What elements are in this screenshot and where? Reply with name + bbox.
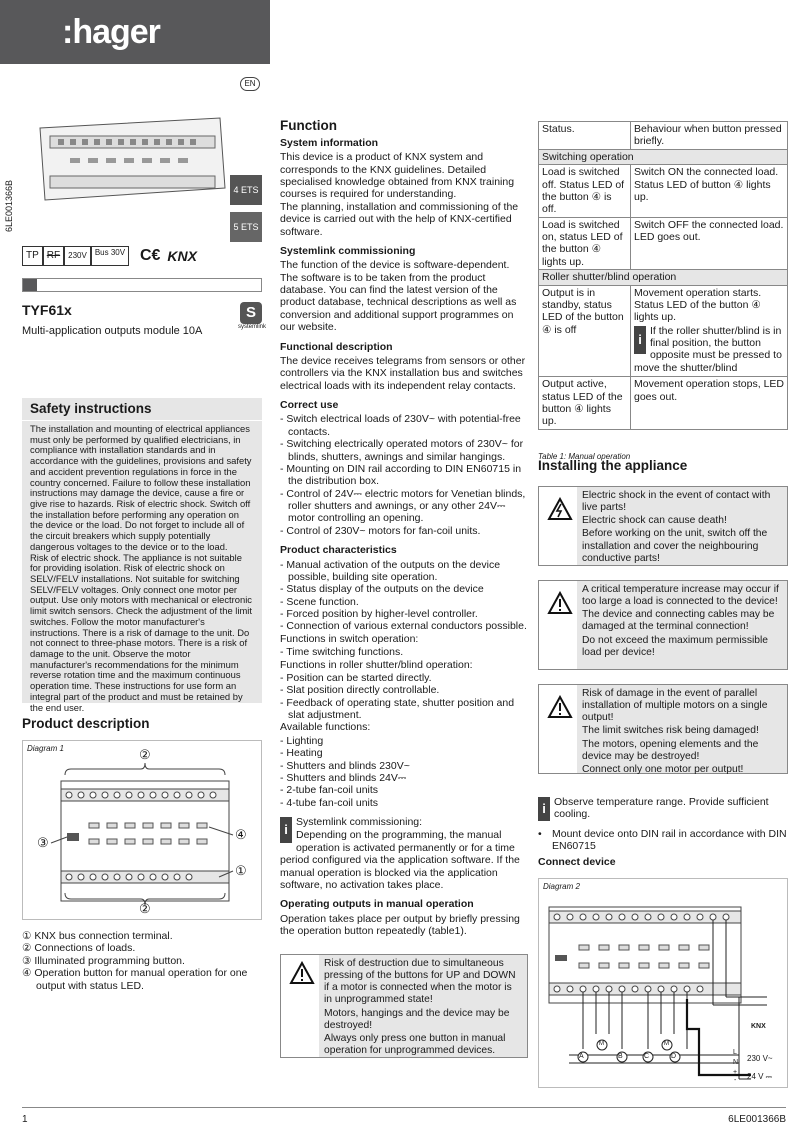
table-cell: Output is in standby, status LED of the button ④ is off: [539, 285, 631, 377]
pd-item: ③ Illuminated programming button.: [22, 954, 185, 967]
table-row: [539, 285, 788, 377]
warning-electric-shock: [538, 486, 788, 566]
info-text: Depending on the programming, the manual operation is activated permanently or for a time period configured via the application software. If the manual operation is blocked via the application software, no activation takes place.: [280, 829, 520, 891]
language-badge: EN: [240, 77, 260, 91]
knx-bus-label: KNX: [751, 1023, 766, 1030]
list-item: - Connection of various external conductors possible.: [280, 620, 527, 633]
warning-triangle-icon: [289, 961, 315, 985]
terminal-label-a: A: [579, 1053, 584, 1060]
product-description-title: Product description: [22, 716, 150, 731]
table-cell-info: If the roller shutter/blind is in final position, the button opposite must be pressed to move the shutter/blind: [634, 324, 782, 374]
ce-mark-icon: C€: [139, 246, 161, 264]
warning-text: [319, 955, 527, 1057]
product-name: TYF61x: [22, 302, 72, 318]
warning-line: The motors, opening elements and the device may be destroyed!: [582, 738, 759, 762]
roller-op-list: [280, 672, 528, 722]
warning-manual-op: [280, 954, 528, 1058]
line-label-l: L: [733, 1049, 737, 1056]
callout-2-bottom: ②: [139, 901, 151, 916]
switch-op-label: Functions in switch operation:: [280, 632, 419, 645]
temperature-info: [538, 796, 788, 822]
footer-doc-ref: 6LE001366B: [728, 1114, 786, 1125]
product-subtitle: Multi-application outputs module 10A: [22, 324, 203, 337]
voltage-230-label: 230 V~: [747, 1054, 773, 1063]
warning-line: Electric shock can cause death!: [582, 515, 727, 527]
manual-op-title: Operating outputs in manual operation: [280, 898, 474, 911]
page-number: 1: [22, 1114, 28, 1125]
roller-op-label: Functions in roller shutter/blind operation:: [280, 658, 473, 671]
pd-item: ② Connections of loads.: [22, 942, 136, 955]
warning-line: Motors, hangings and the device may be destroyed!: [324, 1007, 510, 1031]
warning-line: Always only press one button in manual operation for unprogrammed devices.: [324, 1032, 506, 1056]
warning-parallel-motors: [538, 684, 788, 774]
list-item: - Switch electrical loads of 230V~ with potential-free contacts.: [280, 413, 521, 438]
certification-row: [22, 246, 197, 266]
list-item: - 4-tube fan-coil units: [280, 796, 379, 809]
systemlink-info: [280, 816, 528, 891]
list-item: - Shutters and blinds 24V⎓: [280, 771, 407, 784]
systemlink-label: systemlink: [238, 324, 267, 330]
cert-tp: TP: [22, 246, 43, 266]
info-temp-text: Observe temperature range. Provide sufficient cooling.: [554, 796, 769, 821]
warning-line: Do not exceed the maximum permissible load per device!: [582, 634, 768, 658]
installing-title: Installing the appliance: [538, 458, 688, 473]
table-cell: Switch ON the connected load. Status LED of button ④ lights up.: [631, 165, 788, 218]
dc-minus-label: -: [734, 1077, 737, 1084]
info-icon: i: [538, 797, 550, 821]
list-item: - Shutters and blinds 230V~: [280, 759, 410, 772]
table-section: Switching operation: [539, 149, 788, 164]
cert-230v: 230V: [64, 246, 91, 266]
table-caption: Table 1: Manual operation: [538, 451, 631, 461]
warning-line: The limit switches risk being damaged!: [582, 725, 759, 737]
correct-use-list: [280, 413, 528, 537]
terminal-label-d: D: [671, 1053, 677, 1060]
color-bar: [22, 278, 262, 292]
warning-line: Risk of destruction due to simultaneous pressing of the buttons for UP and DOWN if a motor is connected when the motor is in unprogrammed state!: [324, 958, 516, 1006]
warning-triangle-icon: [547, 695, 573, 719]
footer-divider: [22, 1107, 786, 1108]
product-description-list: [22, 930, 262, 992]
table-row: [539, 165, 788, 218]
din-bullet: [538, 828, 788, 854]
warning-triangle-icon: [547, 591, 573, 615]
list-item: - Slat position directly controllable.: [280, 684, 440, 697]
safety-text: The installation and mounting of electrical appliances must only be performed by qualified electricians, in compliance with installation standards and in accordance with the guidelines, provisions and safety and accident prevention regulations in force in the country concerned. Failure to follow these installation instructions may damage the device, cause a fire or give rise to hazards. Risk of electric shock. Switch off the installation before performing any operation on the device or the load. Do not forget to include all of the circuit breakers which supply potentially dangerous voltages to the device or to the load. Risk of electric shock. The appliance is not suitable for providing isolation. Risk of electric shock on SELV/FELV installations. Not suitable for switching SELV/FELV voltages. Only connect one motor per output. Use only motors with mechanical or electronic limit switch sensors. Check the adjustment of the limit switches. Follow the motor manufacturer's instructions. There is a risk of damage to the unit. Do not connect to three-phase motors. There is a risk of damage to the unit. Observe the motor manufacturer's recommendations for the minimum reverse rotation time and the maximum continuous operation time. These instructions for use form an integral part of the product and must be retained by the end user.: [30, 422, 252, 713]
din-text: Mount device onto DIN rail in accordance with DIN EN60715: [552, 828, 787, 853]
info-title: Systemlink commissioning:: [296, 816, 423, 829]
list-item: - Mounting on DIN rail according to DIN EN60715 in the distribution box.: [280, 462, 522, 488]
table-section: Roller shutter/blind operation: [539, 270, 788, 285]
sysinfo-text: This device is a product of KNX system and corresponds to the KNX guidelines. Detailed specialised knowledge obtained from KNX training courses is required for understanding. The planning, installation and commissioning of the device is carried out with the help of KNX-certified software.: [280, 151, 519, 238]
warning-line: Electric shock in the event of contact with live parts!: [582, 490, 771, 514]
callout-3: ③: [37, 835, 49, 850]
warning-line: Risk of damage in the event of parallel installation of multiple motors on a single output!: [582, 688, 768, 724]
sysinfo-title: System information: [280, 136, 379, 149]
list-item: - Time switching functions.: [280, 646, 404, 659]
systemlink-icon: S: [240, 302, 262, 324]
warning-text: [577, 685, 787, 773]
characteristics-title: Product characteristics: [280, 544, 397, 557]
warning-line: Connect only one motor per output!: [582, 763, 744, 775]
warning-text: [577, 487, 787, 565]
list-item: - Position can be started directly.: [280, 671, 432, 684]
warning-line: Before working on the unit, switch off the installation and cover the neighbouring conductive parts!: [582, 528, 768, 564]
terminal-label-b: B: [618, 1053, 623, 1060]
table-cell: Switch OFF the connected load. LED goes out.: [631, 217, 788, 270]
warning-line: The device and connecting cables may be damaged at the terminal connection!: [582, 609, 775, 633]
bullet-icon: •: [538, 828, 542, 840]
pd-item: ① KNX bus connection terminal.: [22, 930, 173, 942]
safety-title: Safety instructions: [22, 398, 262, 421]
diagram-2-label: Diagram 2: [543, 882, 580, 891]
warning-temperature: [538, 580, 788, 670]
hager-logo: :hager: [0, 0, 270, 64]
product-image: [30, 108, 230, 208]
correct-use-title: Correct use: [280, 399, 339, 412]
list-item: - Switching electrically operated motors of 230V~ for blinds, shutters, awnings and similar hangings.: [280, 438, 524, 463]
table-header-cell: Status.: [539, 122, 631, 150]
terminal-label-c: C: [644, 1053, 650, 1060]
callout-1: ①: [235, 863, 247, 878]
list-item: - Control of 24V⎓ electric motors for Venetian blinds, roller shutters and awnings, or any other 24V⎓ motor controlling an opening.: [280, 487, 526, 525]
funcdesc-title: Functional description: [280, 340, 393, 353]
ets4-badge: 4 ETS: [230, 175, 262, 205]
list-item: - Forced position by higher-level controller.: [280, 608, 478, 621]
list-item: - Scene function.: [280, 595, 359, 608]
voltage-24-label: 24 V ⎓: [747, 1072, 773, 1081]
ets5-badge: 5 ETS: [230, 212, 262, 242]
systemlink-text: The function of the device is software-dependent. The software is to be taken from the product database. You can find the latest version of the product database, technical descriptions as well as conversion and additional support programmes on our website.: [280, 259, 517, 334]
available-list: [280, 735, 528, 809]
line-label-n: N: [733, 1059, 739, 1066]
table-row: [539, 377, 788, 430]
function-column: [280, 118, 528, 938]
cert-rf: RF: [43, 246, 64, 266]
table-cell: Load is switched on, status LED of the button ④ lights up.: [539, 217, 631, 270]
diagram-2: [538, 878, 788, 1088]
table-cell: Load is switched off. Status LED of the button ④ is off.: [539, 165, 631, 218]
knx-logo: KNX: [167, 247, 197, 264]
callout-2-top: ②: [139, 747, 151, 762]
electric-shock-icon: [547, 497, 573, 521]
list-item: - Manual activation of the outputs on the device possible, building site operation.: [280, 558, 501, 583]
table-cell: Output active, status LED of the button ④ lights up.: [539, 377, 631, 430]
info-icon: i: [634, 326, 646, 354]
info-icon: i: [280, 817, 292, 843]
table-header-cell: Behaviour when button pressed briefly.: [631, 122, 788, 150]
systemlink-title: Systemlink commissioning: [280, 244, 416, 257]
available-label: Available functions:: [280, 721, 371, 734]
table-row: [539, 217, 788, 270]
color-bar-fill: [23, 279, 37, 291]
dc-plus-label: +: [733, 1069, 738, 1076]
characteristics-list: [280, 559, 528, 633]
safety-box: [22, 398, 262, 713]
callout-4: ④: [235, 827, 247, 842]
list-item: - Lighting: [280, 734, 324, 747]
pd-item: ④ Operation button for manual operation for one output with status LED.: [22, 967, 248, 992]
list-item: - Feedback of operating state, shutter position and slat adjustment.: [280, 696, 515, 722]
connect-device-title: Connect device: [538, 856, 616, 868]
warning-text: [577, 581, 787, 669]
diagram-1: [22, 740, 262, 920]
cert-bus: Bus 30V: [91, 246, 129, 266]
manual-op-text: Operation takes place per output by briefly pressing the operation button repeatedly (table1).: [280, 912, 520, 938]
table-cell: Movement operation stops, LED goes out.: [631, 377, 788, 430]
doc-ref-vertical: 6LE001366B: [4, 179, 14, 232]
table-cell-text: Movement operation starts. Status LED of the button ④ lights up.: [634, 286, 762, 324]
list-item: - Status display of the outputs on the device: [280, 583, 484, 596]
list-item: - Heating: [280, 747, 323, 760]
warning-line: A critical temperature increase may occur if too large a load is connected to the device!: [582, 584, 779, 608]
function-title: Function: [280, 118, 337, 133]
motor-label: M: [599, 1041, 604, 1047]
systemlink-logo: [238, 302, 267, 340]
list-item: - 2-tube fan-coil units: [280, 784, 379, 797]
table-cell: [631, 285, 788, 377]
funcdesc-text: The device receives telegrams from sensors or other controllers via the KNX installation bus and switches electrical loads with its independent relay contacts.: [280, 354, 526, 392]
manual-operation-table: [538, 121, 788, 461]
diagram-1-label: Diagram 1: [27, 744, 64, 753]
list-item: - Control of 230V~ motors for fan-coil units.: [280, 524, 481, 537]
motor-label: M: [664, 1041, 669, 1047]
